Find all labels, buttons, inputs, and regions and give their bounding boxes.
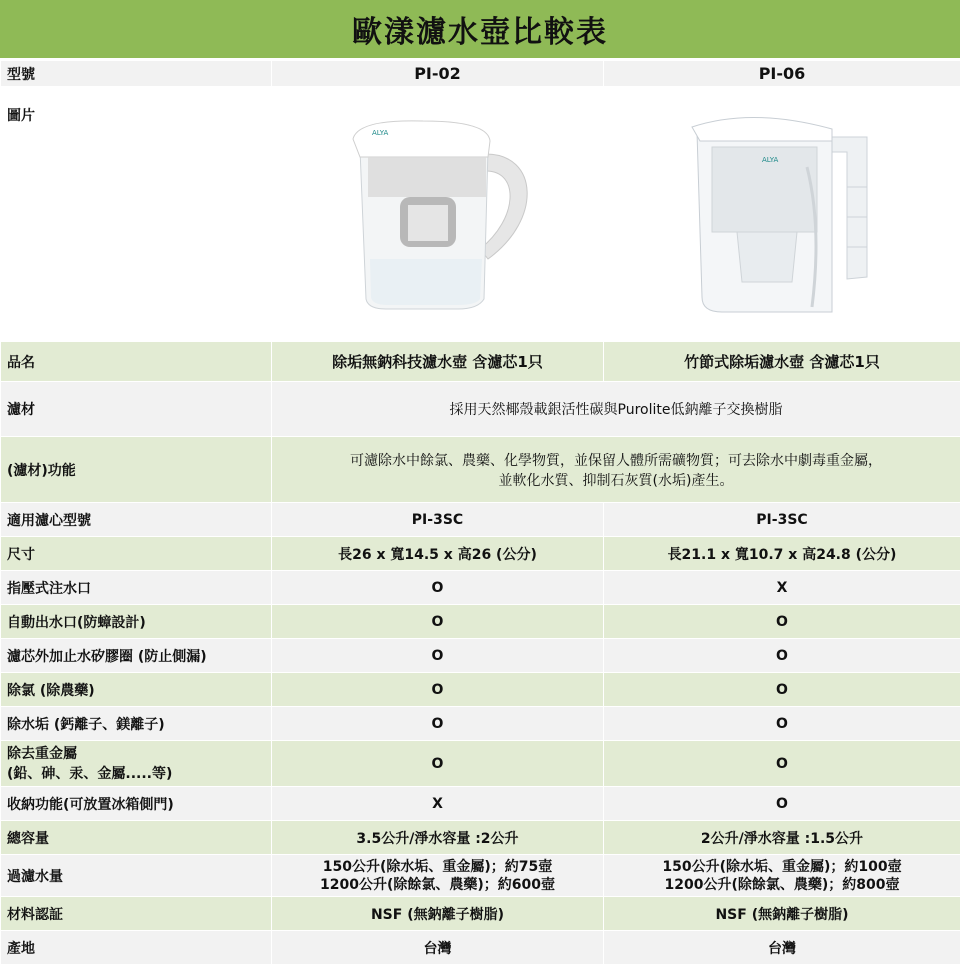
- table-row-material: [1, 382, 960, 437]
- size-a: 長26 x 寬14.5 x 高26 (公分): [272, 537, 604, 571]
- table-row-model: [1, 61, 960, 87]
- metals-a: O: [272, 741, 604, 787]
- table-row-ring: [1, 639, 960, 673]
- cartridge-a: PI-3SC: [272, 503, 604, 537]
- row-label-material: 濾材: [1, 382, 272, 437]
- function-value: [272, 437, 960, 503]
- cert-b: NSF (無鈉離子樹脂): [604, 897, 960, 931]
- press-b: X: [604, 571, 960, 605]
- table-row-cartridge: [1, 503, 960, 537]
- volume-a-line-1: 150公升(除水垢、重金屬)；約75壺: [278, 858, 597, 876]
- row-label-volume: 過濾水量: [1, 855, 272, 897]
- product-image-b: [604, 87, 960, 342]
- cartridge-b: PI-3SC: [604, 503, 960, 537]
- name-a: 除垢無鈉科技濾水壺 含濾芯1只: [272, 342, 604, 382]
- material-value: 採用天然椰殼載銀活性碳與Purolite低鈉離子交換樹脂: [272, 382, 960, 437]
- table-row-auto: [1, 605, 960, 639]
- press-a: O: [272, 571, 604, 605]
- ring-b: O: [604, 639, 960, 673]
- model-a: PI-02: [272, 61, 604, 87]
- table-row-volume: [1, 855, 960, 897]
- table-row-press: [1, 571, 960, 605]
- volume-b-line-1: 150公升(除水垢、重金屬)；約100壺: [610, 858, 954, 876]
- table-row-function: [1, 437, 960, 503]
- row-label-metals: [1, 741, 272, 787]
- table-row-origin: [1, 931, 960, 965]
- table-row-chlorine: [1, 673, 960, 707]
- pitcher-pi02-image: [338, 109, 538, 319]
- pitcher-pi06-image: [682, 107, 882, 322]
- metals-label-line-2: (鉛、砷、汞、金屬.....等): [7, 764, 265, 784]
- chlorine-a: O: [272, 673, 604, 707]
- table-row-cert: [1, 897, 960, 931]
- origin-a: 台灣: [272, 931, 604, 965]
- volume-a-line-2: 1200公升(除餘氯、農藥)；約600壺: [278, 876, 597, 894]
- row-label-scale: 除水垢 (鈣離子、鎂離子): [1, 707, 272, 741]
- name-b: 竹節式除垢濾水壺 含濾芯1只: [604, 342, 960, 382]
- product-image-a: [272, 87, 604, 342]
- storage-b: O: [604, 787, 960, 821]
- page-title: 歐漾濾水壺比較表: [0, 0, 960, 58]
- row-label-press: 指壓式注水口: [1, 571, 272, 605]
- table-row-name: [1, 342, 960, 382]
- function-line-2: 並軟化水質、抑制石灰質(水垢)產生。: [278, 470, 954, 490]
- function-line-1: 可濾除水中餘氯、農藥、化學物質，並保留人體所需礦物質；可去除水中劇毒重金屬，: [278, 450, 954, 470]
- table-row-size: [1, 537, 960, 571]
- auto-a: O: [272, 605, 604, 639]
- scale-b: O: [604, 707, 960, 741]
- row-label-auto: 自動出水口(防蟑設計): [1, 605, 272, 639]
- metals-b: O: [604, 741, 960, 787]
- origin-b: 台灣: [604, 931, 960, 965]
- ring-a: O: [272, 639, 604, 673]
- row-label-image: 圖片: [1, 87, 272, 342]
- row-label-capacity: 總容量: [1, 821, 272, 855]
- row-label-ring: 濾芯外加止水矽膠圈 (防止側漏): [1, 639, 272, 673]
- metals-label-line-1: 除去重金屬: [7, 744, 265, 764]
- row-label-function: (濾材)功能: [1, 437, 272, 503]
- row-label-cert: 材料認証: [1, 897, 272, 931]
- scale-a: O: [272, 707, 604, 741]
- row-label-name: 品名: [1, 342, 272, 382]
- volume-b-line-2: 1200公升(除餘氯、農藥)；約800壺: [610, 876, 954, 894]
- row-label-chlorine: 除氯 (除農藥): [1, 673, 272, 707]
- row-label-cartridge: 適用濾心型號: [1, 503, 272, 537]
- comparison-table: [0, 60, 960, 965]
- table-row-capacity: [1, 821, 960, 855]
- model-b: PI-06: [604, 61, 960, 87]
- table-row-scale: [1, 707, 960, 741]
- cert-a: NSF (無鈉離子樹脂): [272, 897, 604, 931]
- row-label-size: 尺寸: [1, 537, 272, 571]
- table-row-storage: [1, 787, 960, 821]
- size-b: 長21.1 x 寬10.7 x 高24.8 (公分): [604, 537, 960, 571]
- brand-logo-a: ALYA: [372, 129, 388, 137]
- brand-logo-b: ALYA: [762, 156, 778, 164]
- row-label-model: 型號: [1, 61, 272, 87]
- chlorine-b: O: [604, 673, 960, 707]
- table-row-image: [1, 87, 960, 342]
- volume-b: [604, 855, 960, 897]
- capacity-a: 3.5公升/淨水容量 :2公升: [272, 821, 604, 855]
- table-row-metals: [1, 741, 960, 787]
- row-label-storage: 收納功能(可放置冰箱側門): [1, 787, 272, 821]
- auto-b: O: [604, 605, 960, 639]
- row-label-origin: 產地: [1, 931, 272, 965]
- volume-a: [272, 855, 604, 897]
- capacity-b: 2公升/淨水容量 :1.5公升: [604, 821, 960, 855]
- storage-a: X: [272, 787, 604, 821]
